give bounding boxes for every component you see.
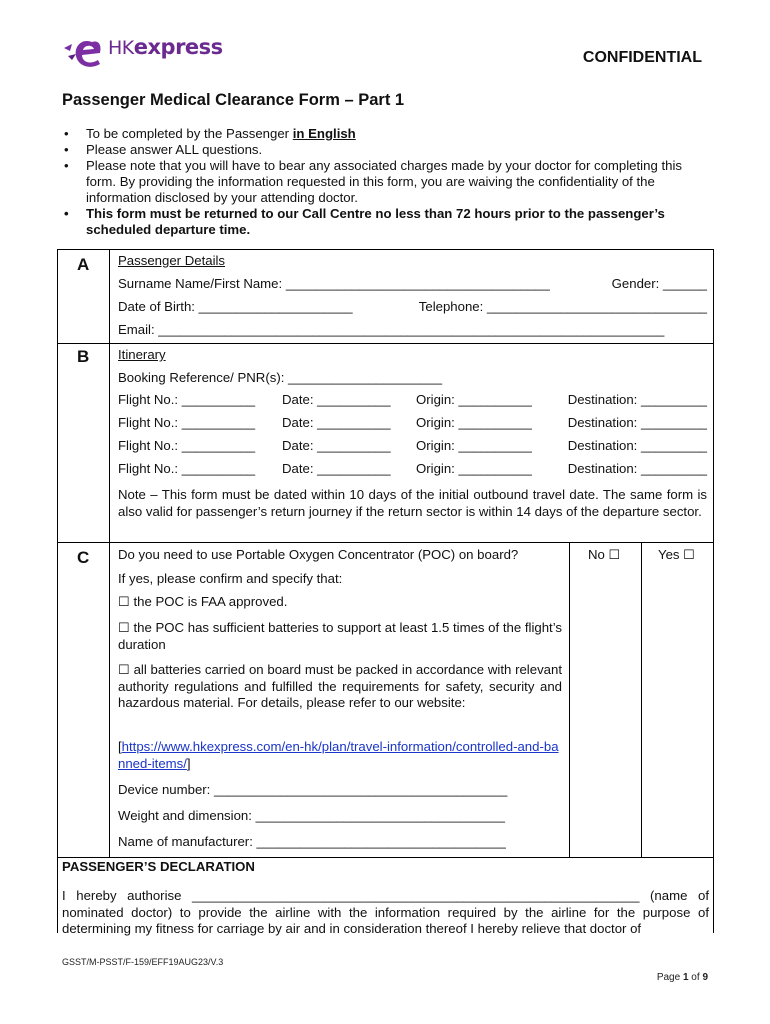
row-divider bbox=[58, 343, 713, 344]
form-title: Passenger Medical Clearance Form – Part 1 bbox=[62, 91, 405, 109]
instructions-list bbox=[62, 126, 712, 238]
flight-destination-field[interactable]: Destination: _________ bbox=[567, 415, 707, 430]
declaration-heading: PASSENGER’S DECLARATION bbox=[62, 859, 255, 874]
page-indicator bbox=[657, 972, 708, 983]
brand-wordmark bbox=[108, 35, 223, 59]
hkexpress-website-link[interactable]: https://www.hkexpress.com/en-hk/plan/travel-information/controlled-and-banned-items/ bbox=[118, 739, 559, 771]
gender-field[interactable]: Gender: ______ bbox=[611, 276, 707, 291]
hkexpress-e-logo-icon bbox=[62, 34, 106, 74]
declaration-text: I hereby authorise _____________________________________________________________ (name of nominated doctor) to provide the airline with the information required by the airline for the purpose of determining my fitness for carriage by air and in consideration thereof I hereby relieve that doctor of bbox=[62, 888, 709, 936]
flight-origin-field[interactable]: Origin: __________ bbox=[416, 392, 532, 407]
poc-no-checkbox[interactable]: No ☐ bbox=[588, 547, 621, 562]
column-divider bbox=[641, 542, 642, 857]
hkexpress-website-link-block bbox=[118, 739, 562, 772]
page-of: of bbox=[688, 972, 703, 983]
section-b-letter: B bbox=[77, 347, 90, 366]
flight-date-field[interactable]: Date: __________ bbox=[282, 415, 391, 430]
surname-field[interactable]: Surname Name/First Name: ____________________________________ bbox=[118, 276, 550, 291]
device-number-field[interactable]: Device number: ________________________________________ bbox=[118, 782, 508, 797]
row-divider bbox=[58, 857, 713, 858]
manufacturer-field[interactable]: Name of manufacturer: __________________________________ bbox=[118, 834, 506, 849]
row-divider bbox=[58, 542, 713, 543]
instruction-text: Please note that you will have to bear any associated charges made by your doctor for completing this form. By providing the information requested in this form, you are waiving the confidentiality of the information disclosed by your attending doctor. bbox=[86, 158, 682, 205]
brand-express: express bbox=[133, 35, 223, 59]
flight-number-field[interactable]: Flight No.: __________ bbox=[118, 415, 256, 430]
email-field[interactable]: Email: _____________________________________________________________________ bbox=[118, 322, 665, 337]
confidential-label: CONFIDENTIAL bbox=[582, 49, 702, 66]
page-label: Page bbox=[656, 972, 683, 983]
flight-date-field[interactable]: Date: __________ bbox=[282, 461, 391, 476]
flight-origin-field[interactable]: Origin: __________ bbox=[416, 461, 532, 476]
instruction-text: This form must be returned to our Call Centre no less than 72 hours prior to the passenger’s scheduled departure time. bbox=[86, 206, 665, 237]
instruction-item bbox=[62, 142, 712, 158]
section-b-heading: Itinerary bbox=[118, 347, 166, 362]
link-bracket-open: [ bbox=[118, 739, 122, 754]
page-number: 1 bbox=[682, 972, 689, 983]
flight-origin-field[interactable]: Origin: __________ bbox=[416, 415, 532, 430]
instruction-emphasis: in English bbox=[292, 126, 356, 141]
flight-date-field[interactable]: Date: __________ bbox=[282, 392, 391, 407]
poc-packing-checkbox[interactable]: ☐ all batteries carried on board must be packed in accordance with relevant authority regulations and fulfilled the requirements for safety, security and hazardous material. For details, please refer to our website: bbox=[118, 662, 562, 710]
flight-date-field[interactable]: Date: __________ bbox=[282, 438, 391, 453]
link-bracket-close: ] bbox=[186, 755, 191, 771]
column-divider bbox=[569, 542, 570, 857]
instruction-text: Please answer ALL questions. bbox=[86, 142, 263, 157]
flight-number-field[interactable]: Flight No.: __________ bbox=[118, 461, 256, 476]
section-a-heading: Passenger Details bbox=[118, 253, 226, 268]
poc-question: Do you need to use Portable Oxygen Concentrator (POC) on board? bbox=[118, 547, 519, 562]
section-c-letter: C bbox=[77, 548, 90, 567]
page-total: 9 bbox=[702, 972, 708, 983]
flight-number-field[interactable]: Flight No.: __________ bbox=[118, 438, 256, 453]
document-code: GSST/M-PSST/F-159/EFF19AUG23/V.3 bbox=[62, 957, 224, 967]
poc-yes-checkbox[interactable]: Yes ☐ bbox=[658, 547, 695, 562]
poc-faa-approved-checkbox[interactable]: ☐ the POC is FAA approved. bbox=[118, 594, 288, 609]
flight-destination-field[interactable]: Destination: _________ bbox=[567, 438, 707, 453]
flight-destination-field[interactable]: Destination: _________ bbox=[567, 461, 707, 476]
instruction-text: To be completed by the Passenger bbox=[86, 126, 293, 141]
flight-origin-field[interactable]: Origin: __________ bbox=[416, 438, 532, 453]
poc-confirm-instruction: If yes, please confirm and specify that: bbox=[118, 571, 343, 586]
weight-dimension-field[interactable]: Weight and dimension: __________________________________ bbox=[118, 808, 505, 823]
instruction-item bbox=[62, 206, 712, 238]
section-a-letter: A bbox=[77, 255, 90, 274]
column-divider bbox=[109, 250, 110, 857]
flight-destination-field[interactable]: Destination: _________ bbox=[567, 392, 707, 407]
validity-note: Note – This form must be dated within 10 days of the initial outbound travel date. The same form is also valid for passenger’s return journey if the return sector is within 14 days of the departure sector. bbox=[118, 487, 707, 519]
booking-reference-field[interactable]: Booking Reference/ PNR(s): _____________________ bbox=[118, 370, 443, 385]
poc-battery-checkbox[interactable]: ☐ the POC has sufficient batteries to support at least 1.5 times of the flight’s duration bbox=[118, 620, 562, 652]
date-of-birth-field[interactable]: Date of Birth: _____________________ bbox=[118, 299, 353, 314]
medical-clearance-form bbox=[57, 249, 714, 936]
hkexpress-logo bbox=[62, 34, 223, 74]
brand-hk: HK bbox=[108, 37, 134, 59]
telephone-field[interactable]: Telephone: ______________________________ bbox=[418, 299, 707, 314]
flight-number-field[interactable]: Flight No.: __________ bbox=[118, 392, 256, 407]
instruction-item bbox=[62, 158, 712, 206]
instruction-item bbox=[62, 126, 712, 142]
